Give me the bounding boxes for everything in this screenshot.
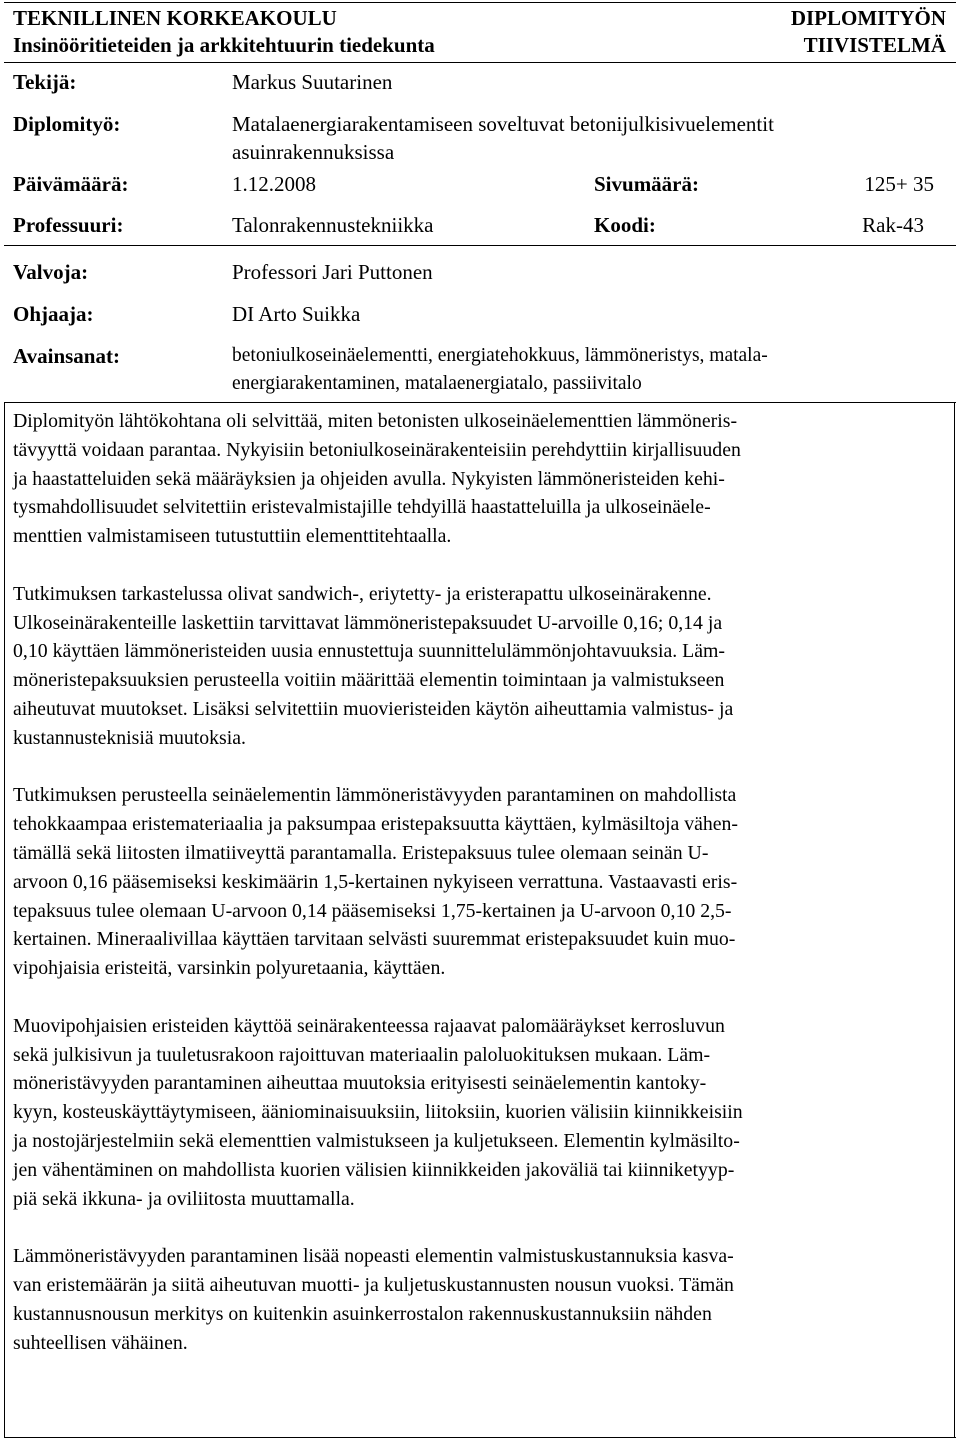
header-divider [4, 62, 956, 63]
date-value: 1.12.2008 [232, 172, 316, 196]
instructor-value: DI Arto Suikka [232, 302, 361, 326]
professorship-label: Professuuri: [13, 213, 124, 237]
pages-label: Sivumäärä: [594, 172, 699, 196]
keywords-divider [4, 402, 956, 403]
abstract-paragraph-1: Diplomityön lähtökohtana oli selvittää, miten betonisten ulkoseinäelementtien lämmöneris- tävyyttä voidaan parantaa. Nykyisiin betoniulkoseinärakenteisiin perehdyttiin kirjallisuuden ja haastatteluiden sekä määräyksien ja ohjeiden avulla. Nykyisten lämmöneristeiden kehi- tysmahdollisuudet selvitettiin eristevalmistajille tehdyillä haastatteluilla ja ulkoseinäele- menttien valmistamiseen tutustuttiin elementtitehtaalla. [13, 410, 741, 548]
supervisor-value: Professori Jari Puttonen [232, 260, 433, 284]
abstract-paragraph-5: Lämmöneristävyyden parantaminen lisää nopeasti elementin valmistuskustannuksia kasva- van eristemäärän ja siitä aiheutuvan muotti- ja kuljetuskustannusten nousun vuoksi. Tämän kustannusnousun merkitys on kuitenkin asuinkerrostalon rakennuskustannuksiin nähden suhteellisen vähäinen. [13, 1245, 734, 1354]
right-border [954, 402, 955, 1437]
pages-value: 125+ 35 [864, 172, 934, 196]
professorship-value: Talonrakennustekniikka [232, 213, 434, 237]
abstract-paragraph-3: Tutkimuksen perusteella seinäelementin lämmöneristävyyden parantaminen on mahdollista tehokkaampaa eristemateriaalia ja paksumpaa eristepaksuutta käyttäen, kylmäsiltoja vähen- tämällä sekä liitosten ilmatiiveyttä parantamalla. Eristepaksuus tulee olemaan seinän U- arvoon 0,16 pääsemiseksi keskimäärin 1,5-kertainen nykyiseen verrattuna. Vastaavasti eris- tepaksuus tulee olemaan U-arvoon 0,14 pääsemiseksi 1,75-kertainen ja U-arvoon 0,10 2,5- kertainen. Mineraalivillaa käyttäen tarvitaan selvästi suuremmat eristepaksuudet kuin muo- vipohjaisia eristeitä, varsinkin polyuretaania, käyttäen. [13, 784, 739, 980]
university-name: TEKNILLINEN KORKEAKOULU [13, 6, 337, 30]
thesis-title-line1: Matalaenergiarakentamiseen soveltuvat betonijulkisivuelementit [232, 112, 774, 136]
code-value: Rak-43 [862, 213, 924, 237]
left-border [4, 402, 5, 1437]
date-label: Päivämäärä: [13, 172, 129, 196]
doc-type-line2: TIIVISTELMÄ [803, 33, 946, 57]
meta-divider [4, 245, 956, 246]
abstract-paragraph-2: Tutkimuksen tarkastelussa olivat sandwich-, eriytetty- ja eristerapattu ulkoseinärakenne. Ulkoseinärakenteille laskettiin tarvittavat lämmöneristepaksuudet U-arvoille 0,16; 0,14 ja 0,10 käyttäen lämmöneristeiden uusia ennustettuja suunnittelulämmönjohtavuuksia. Läm- möneristepaksuuksien perusteella voitiin määrittää elementin toimintaan ja valmistukseen aiheutuvat muutokset. Lisäksi selvitettiin muovieristeiden käytön aiheuttamia valmistus- ja kustannusteknisiä muutoksia. [13, 582, 734, 749]
thesis-label: Diplomityö: [13, 112, 121, 136]
bottom-border [4, 1437, 956, 1438]
abstract-body [13, 407, 948, 1386]
author-label: Tekijä: [13, 70, 77, 94]
top-border [4, 2, 956, 3]
abstract-paragraph-4: Muovipohjaisien eristeiden käyttöä seinärakenteessa rajaavat palomääräykset kerrosluvun sekä julkisivun ja tuuletusrakoon rajoittuvan materiaalin paloluokituksen mukaan. Läm- möneristävyyden parantaminen aiheuttaa muutoksia erityisesti seinäelementin kantoky- kyyn, kosteuskäyttäytymiseen, ääniominaisuuksiin, liitoksiin, kuorien välisiin kiinnikkeisiin ja nostojärjestelmiin sekä elementtien valmistukseen ja kuljetukseen. Elementin kylmäsilto- jen vähentäminen on mahdollista kuorien välisien kiinnikkeiden jakoväliä tai kiinniketyyp- piä sekä ikkuna- ja oviliitosta muuttamalla. [13, 1014, 743, 1210]
keywords-label: Avainsanat: [13, 344, 120, 368]
supervisor-label: Valvoja: [13, 260, 89, 284]
doc-type-line1: DIPLOMITYÖN [790, 6, 946, 30]
author-value: Markus Suutarinen [232, 70, 393, 94]
keywords-line2: energiarakentaminen, matalaenergiatalo, passiivitalo [232, 373, 642, 394]
code-label: Koodi: [594, 213, 656, 237]
faculty-name: Insinööritieteiden ja arkkitehtuurin tiedekunta [13, 33, 435, 57]
keywords-line1: betoniulkoseinäelementti, energiatehokkuus, lämmöneristys, matala- [232, 345, 768, 366]
instructor-label: Ohjaaja: [13, 302, 94, 326]
thesis-title-line2: asuinrakennuksissa [232, 140, 395, 164]
